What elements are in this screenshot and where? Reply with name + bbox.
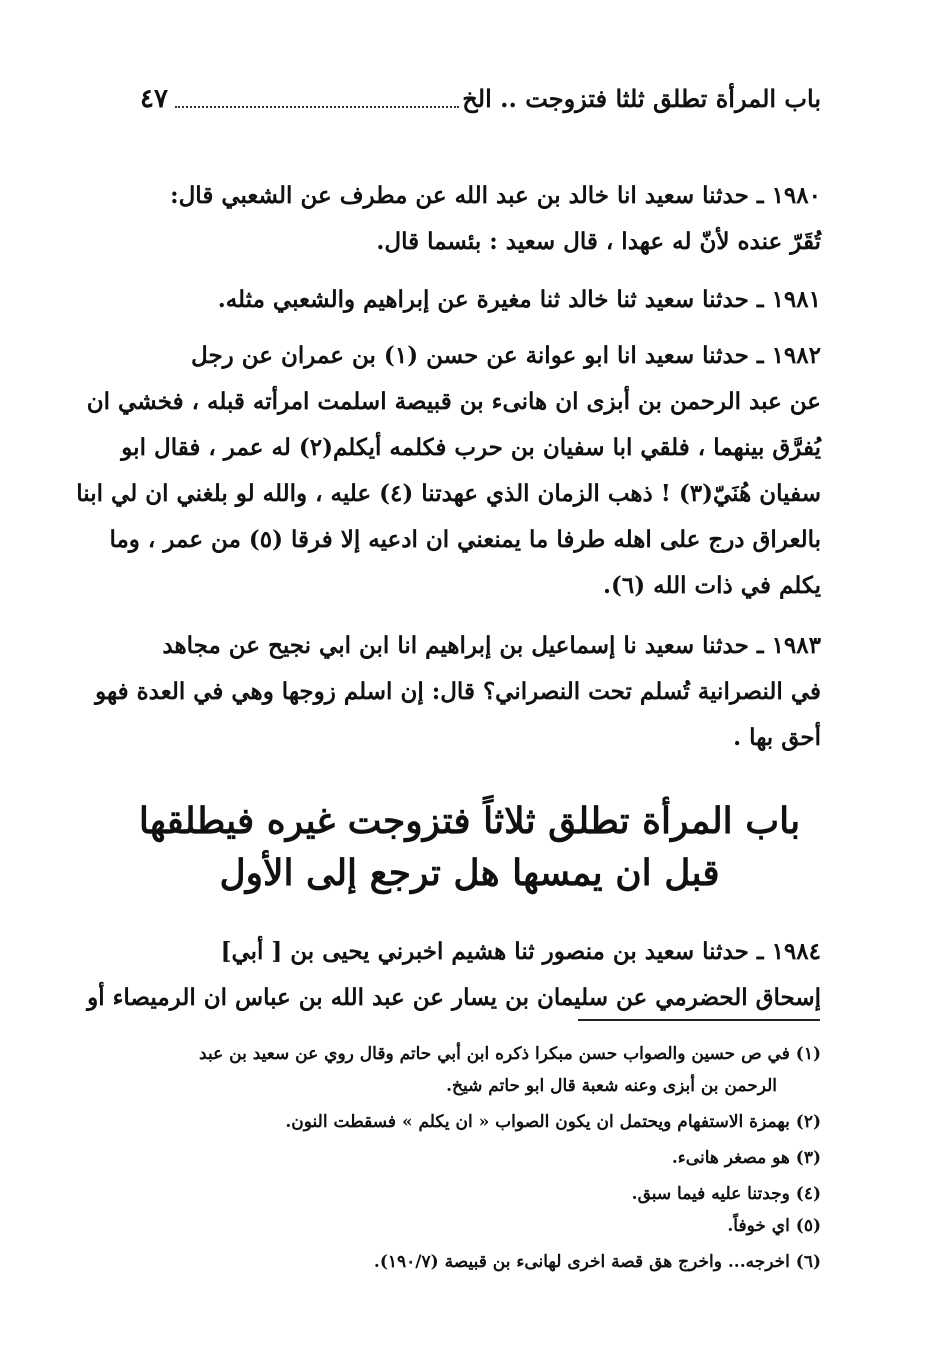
footnote-6: (٦) اخرجه... واخرج هق قصة اخرى لهانىء بن قبيصة (١٩٠/٧). <box>373 1252 821 1272</box>
paragraph-1982-line-4: سفيان هُنَيّ(٣) ! ذهب الزمان الذي عهدتنا (٤) عليه ، والله لو بلغني ان لي ابنا <box>76 480 821 507</box>
footnote-3: (٣) هو مصغر هانىء. <box>671 1148 821 1168</box>
paragraph-1983-line-1: ١٩٨٣ ـ حدثنا سعيد نا إسماعيل بن إبراهيم انا ابن ابي نجيح عن مجاهد <box>162 632 821 659</box>
footnote-1-line-2: الرحمن بن أبزى وعنه شعبة قال ابو حاتم شيخ. <box>446 1076 777 1096</box>
paragraph-1982-line-1: ١٩٨٢ ـ حدثنا سعيد انا ابو عوانة عن حسن (١) بن عمران عن رجل <box>191 342 821 369</box>
paragraph-1983-line-2: في النصرانية تُسلم تحت النصراني؟ قال: إن اسلم زوجها وهي في العدة فهو <box>95 678 821 705</box>
paragraph-1984-line-2: إسحاق الحضرمي عن سليمان بن يسار عن عبد الله بن عباس ان الرميصاء أو <box>87 984 821 1011</box>
paragraph-1980-line-1: ١٩٨٠ ـ حدثنا سعيد انا خالد بن عبد الله عن مطرف عن الشعبي قال: <box>170 182 821 209</box>
paragraph-1982-line-6: يكلم في ذات الله (٦). <box>603 572 821 599</box>
footnote-1-line-1: (١) في ص حسين والصواب حسن مبكرا ذكره ابن أبي حاتم وقال روي عن سعيد بن عبد <box>199 1044 821 1064</box>
paragraph-1982-line-3: يُفرَّق بينهما ، فلقي ابا سفيان بن حرب فكلمه أيكلم(٢) له عمر ، فقال ابو <box>121 434 821 461</box>
paragraph-1981-line-1: ١٩٨١ ـ حدثنا سعيد ثنا خالد ثنا مغيرة عن إبراهيم والشعبي مثله. <box>217 286 821 313</box>
paragraph-1983-line-3: أحق بها . <box>733 724 821 751</box>
paragraph-1980-line-2: تُقَرّ عنده لأنّ له عهدا ، قال سعيد : بئسما قال. <box>376 228 821 255</box>
paragraph-1984-line-1: ١٩٨٤ ـ حدثنا سعيد بن منصور ثنا هشيم اخبرني يحيى بن [ أبي] <box>220 938 821 965</box>
running-header-title: باب المرأة تطلق ثلثا فتزوجت .. الخ <box>462 84 821 113</box>
chapter-heading-line-2: قبل ان يمسها هل ترجع إلى الأول <box>219 852 720 894</box>
chapter-heading-line-1: باب المرأة تطلق ثلاثاً فتزوجت غيره فيطلقها <box>138 800 801 842</box>
header-dotted-leader <box>175 106 459 108</box>
footnote-4: (٤) وجدتنا عليه فيما سبق. <box>631 1184 821 1204</box>
footnote-2: (٢) بهمزة الاستفهام ويحتمل ان يكون الصواب « ان يكلم » فسقطت النون. <box>285 1112 821 1132</box>
page-number: ٤٧ <box>140 84 168 114</box>
paragraph-1982-line-2: عن عبد الرحمن بن أبزى ان هانىء بن قبيصة اسلمت امرأته قبله ، فخشي ان <box>86 388 821 415</box>
footnote-5: (٥) اي خوفاً. <box>727 1216 821 1236</box>
paragraph-1982-line-5: بالعراق درج على اهله طرفا ما يمنعني ان ادعيه إلا فرقا (٥) من عمر ، وما <box>109 526 821 553</box>
footnote-separator <box>578 1019 820 1021</box>
